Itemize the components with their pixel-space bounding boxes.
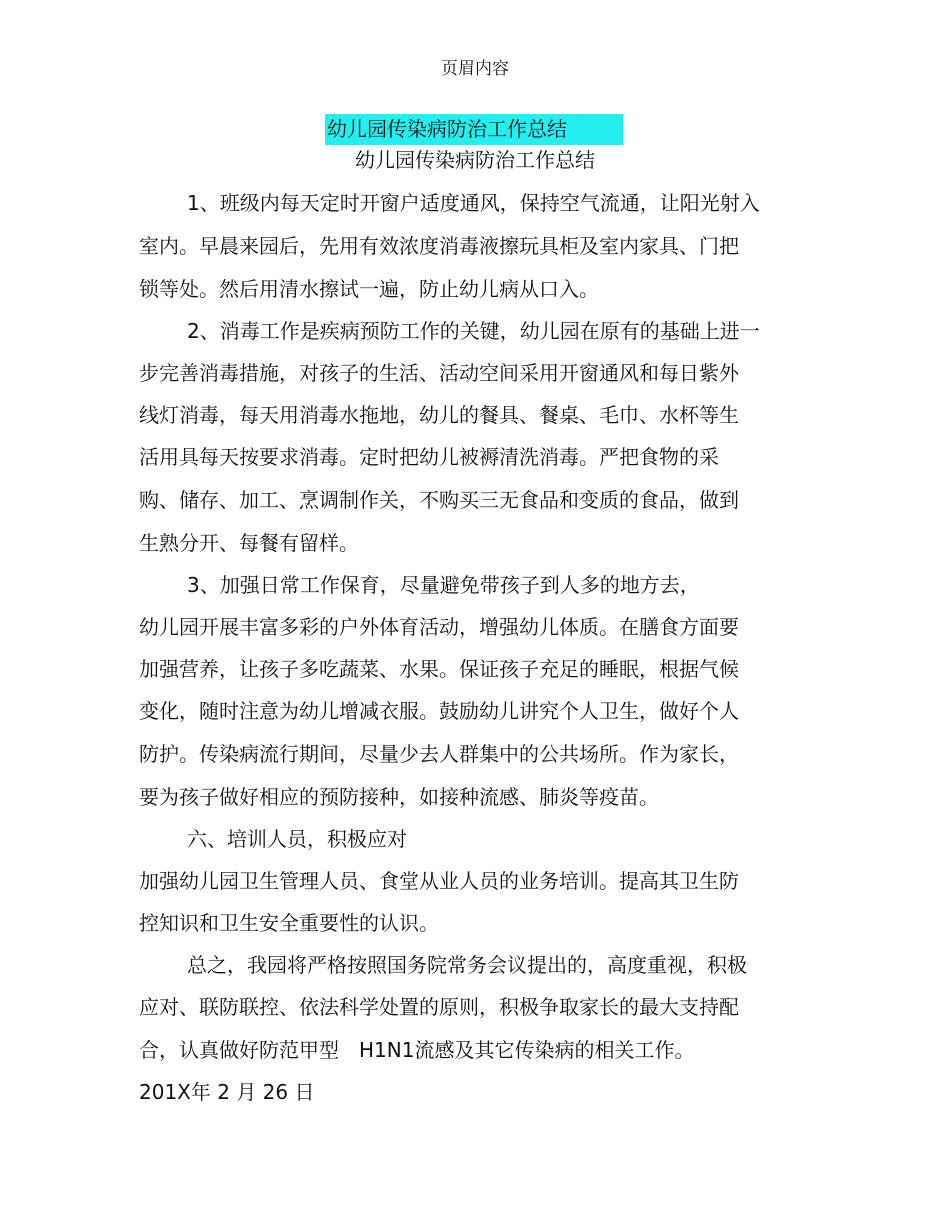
paragraph-2-line-5: 购、储存、加工、烹调制作关，不购买三无食品和变质的食品，做到 [139, 488, 739, 512]
paragraph-1-line-1: 1、班级内每天定时开窗户适度通风，保持空气流通，让阳光射入 [187, 191, 760, 215]
paragraph-3-line-6: 要为孩子做好相应的预防接种，如接种流感、肺炎等疫苗。 [139, 785, 659, 809]
paragraph-1-line-2: 室内。早晨来园后，先用有效浓度消毒液擦玩具柜及室内家具、门把 [139, 234, 739, 258]
paragraph-2-line-3: 线灯消毒，每天用消毒水拖地，幼儿的餐具、餐桌、毛巾、水杯等生 [139, 403, 739, 427]
paragraph-2-line-4: 活用具每天按要求消毒。定时把幼儿被褥清洗消毒。严把食物的采 [139, 445, 719, 469]
document-subtitle: 幼儿园传染病防治工作总结 [355, 148, 595, 172]
summary-line-3: 合，认真做好防范甲型 H1N1流感及其它传染病的相关工作。 [139, 1038, 695, 1062]
section-six-heading: 六、培训人员，积极应对 [187, 827, 407, 851]
paragraph-2-line-6: 生熟分开、每餐有留样。 [139, 531, 359, 555]
paragraph-1-line-3: 锁等处。然后用清水擦试一遍，防止幼儿病从口入。 [139, 277, 599, 301]
paragraph-2-line-2: 步完善消毒措施，对孩子的生活、活动空间采用开窗通风和每日紫外 [139, 361, 739, 385]
paragraph-4-line-1: 加强幼儿园卫生管理人员、食堂从业人员的业务培训。提高其卫生防 [139, 869, 739, 893]
document-title-highlight [325, 114, 623, 145]
paragraph-3-line-1: 3、加强日常工作保育，尽量避免带孩子到人多的地方去， [187, 573, 700, 597]
paragraph-2-line-1: 2、消毒工作是疾病预防工作的关键，幼儿园在原有的基础上进一 [187, 319, 760, 343]
paragraph-3-line-4: 变化，随时注意为幼儿增减衣服。鼓励幼儿讲究个人卫生，做好个人 [139, 699, 739, 723]
paragraph-3-line-5: 防护。传染病流行期间，尽量少去人群集中的公共场所。作为家长， [139, 742, 739, 766]
paragraph-3-line-3: 加强营养，让孩子多吃蔬菜、水果。保证孩子充足的睡眠，根据气候 [139, 657, 739, 681]
document-date: 201X年 2 月 26 日 [139, 1080, 315, 1104]
summary-line-1: 总之，我园将严格按照国务院常务会议提出的，高度重视，积极 [187, 953, 747, 977]
document-title: 幼儿园传染病防治工作总结 [327, 117, 567, 141]
summary-line-2: 应对、联防联控、依法科学处置的原则，积极争取家长的最大支持配 [139, 995, 739, 1019]
page-header: 页眉内容 [441, 59, 509, 79]
paragraph-3-line-2: 幼儿园开展丰富多彩的户外体育活动，增强幼儿体质。在膳食方面要 [139, 615, 739, 639]
paragraph-4-line-2: 控知识和卫生安全重要性的认识。 [139, 911, 439, 935]
